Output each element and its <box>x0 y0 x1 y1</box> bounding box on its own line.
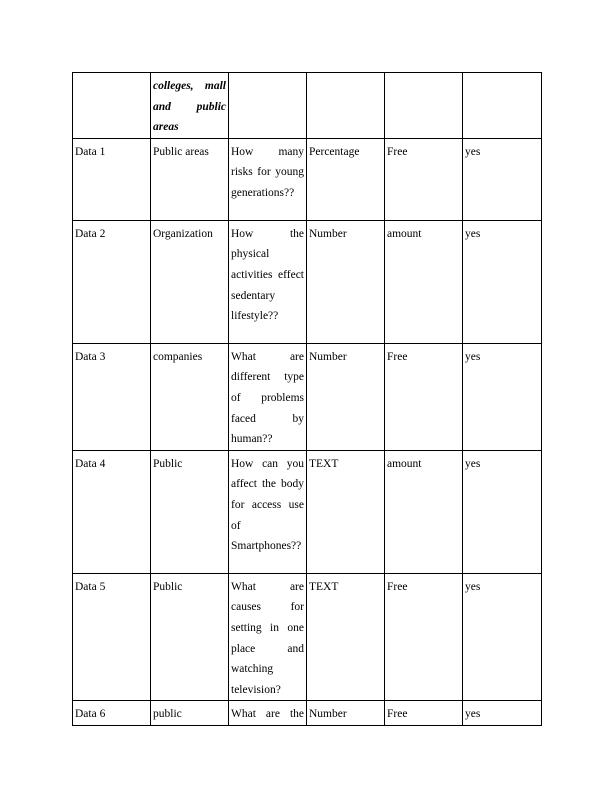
cell-cost: Free <box>385 138 463 220</box>
cell-continued-area: colleges, mall and public areas <box>151 73 229 139</box>
cell-cost: Free <box>385 573 463 701</box>
cell-available: yes <box>463 138 542 220</box>
cell-cost: amount <box>385 450 463 573</box>
cell-available: yes <box>463 701 542 726</box>
cell-question: What are causes for setting in one place and watching television? <box>229 573 307 701</box>
cell-question: What are the <box>229 701 307 726</box>
data-sources-table <box>72 72 542 726</box>
cell-question: How the physical activities effect sedentary lifestyle?? <box>229 220 307 343</box>
cell-available: yes <box>463 573 542 701</box>
cell-continued-c3 <box>229 73 307 139</box>
cell-available: yes <box>463 450 542 573</box>
cell-area: public <box>151 701 229 726</box>
cell-continued-c6 <box>463 73 542 139</box>
table-row <box>73 701 542 726</box>
cell-continued-c1 <box>73 73 151 139</box>
cell-area: Public areas <box>151 138 229 220</box>
cell-area: Public <box>151 573 229 701</box>
cell-question: What are different type of problems faced by human?? <box>229 343 307 450</box>
cell-data-label: Data 6 <box>73 701 151 726</box>
cell-continued-c5 <box>385 73 463 139</box>
cell-cost: Free <box>385 343 463 450</box>
cell-type: TEXT <box>307 450 385 573</box>
cell-available: yes <box>463 220 542 343</box>
cell-data-label: Data 2 <box>73 220 151 343</box>
table-row <box>73 450 542 573</box>
cell-type: Number <box>307 701 385 726</box>
table-row <box>73 343 542 450</box>
cell-cost: amount <box>385 220 463 343</box>
cell-question: How can you affect the body for access use of Smartphones?? <box>229 450 307 573</box>
table-row <box>73 573 542 701</box>
cell-question: How many risks for young generations?? <box>229 138 307 220</box>
cell-area: Public <box>151 450 229 573</box>
cell-type: Number <box>307 220 385 343</box>
cell-available: yes <box>463 343 542 450</box>
cell-cost: Free <box>385 701 463 726</box>
cell-area: Organization <box>151 220 229 343</box>
cell-type: TEXT <box>307 573 385 701</box>
cell-data-label: Data 4 <box>73 450 151 573</box>
cell-area: companies <box>151 343 229 450</box>
table-row <box>73 138 542 220</box>
cell-data-label: Data 3 <box>73 343 151 450</box>
table-row <box>73 220 542 343</box>
cell-continued-c4 <box>307 73 385 139</box>
cell-data-label: Data 5 <box>73 573 151 701</box>
table-row-continued <box>73 73 542 139</box>
cell-type: Percentage <box>307 138 385 220</box>
cell-data-label: Data 1 <box>73 138 151 220</box>
cell-type: Number <box>307 343 385 450</box>
